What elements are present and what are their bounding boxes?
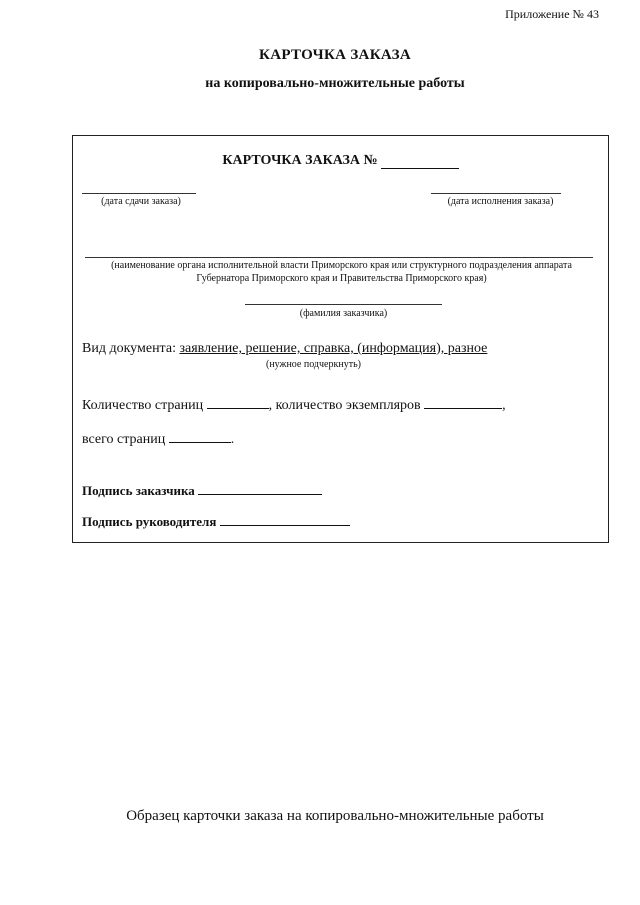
total-pages-field[interactable] [169, 430, 231, 443]
organization-field[interactable] [85, 257, 593, 258]
pages-label: Количество страниц [82, 398, 204, 413]
copies-label: , количество экземпляров [268, 398, 421, 413]
total-pages-row: всего страниц . [82, 432, 235, 447]
customer-name-field[interactable] [245, 304, 442, 305]
customer-signature-row [82, 482, 322, 499]
sample-caption: Образец карточки заказа на копировально-множительные работы [126, 808, 544, 824]
manager-signature-field[interactable] [220, 513, 350, 526]
date-completed-field[interactable] [431, 193, 561, 194]
appendix-number: Приложение № 43 [505, 7, 599, 21]
pages-count-field[interactable] [207, 396, 269, 409]
document-type-note: (нужное подчеркнуть) [266, 359, 361, 370]
copies-count-field[interactable] [424, 396, 502, 409]
manager-signature-row [82, 513, 350, 530]
document-type-label: Вид документа: [82, 341, 176, 356]
card-title [73, 153, 608, 169]
customer-signature-field[interactable] [198, 482, 322, 495]
document-subtitle: на копировально-множительные работы [205, 76, 465, 91]
total-pages-label: всего страниц [82, 432, 166, 447]
card-title-text: КАРТОЧКА ЗАКАЗА № [222, 153, 378, 168]
document-type-row [82, 341, 487, 357]
date-completed-caption: (дата исполнения заказа) [447, 196, 554, 207]
organization-caption-line1: (наименование органа исполнительной власти Приморского края или структурного подразделения аппарата [111, 260, 572, 271]
document-type-options[interactable]: заявление, решение, справка, (информация), разное [179, 341, 488, 356]
pages-row: Количество страниц , количество экземпляров , [82, 398, 506, 413]
document-title: КАРТОЧКА ЗАКАЗА [259, 47, 411, 63]
manager-signature-label: Подпись руководителя [82, 514, 217, 529]
order-card-form [72, 135, 609, 543]
date-submitted-caption: (дата сдачи заказа) [101, 196, 181, 207]
date-submitted-field[interactable] [82, 193, 196, 194]
organization-caption-line2: Губернатора Приморского края и Правительства Приморского края) [196, 273, 487, 284]
customer-name-caption: (фамилия заказчика) [299, 308, 388, 319]
order-number-field[interactable] [381, 154, 459, 169]
customer-signature-label: Подпись заказчика [82, 483, 195, 498]
